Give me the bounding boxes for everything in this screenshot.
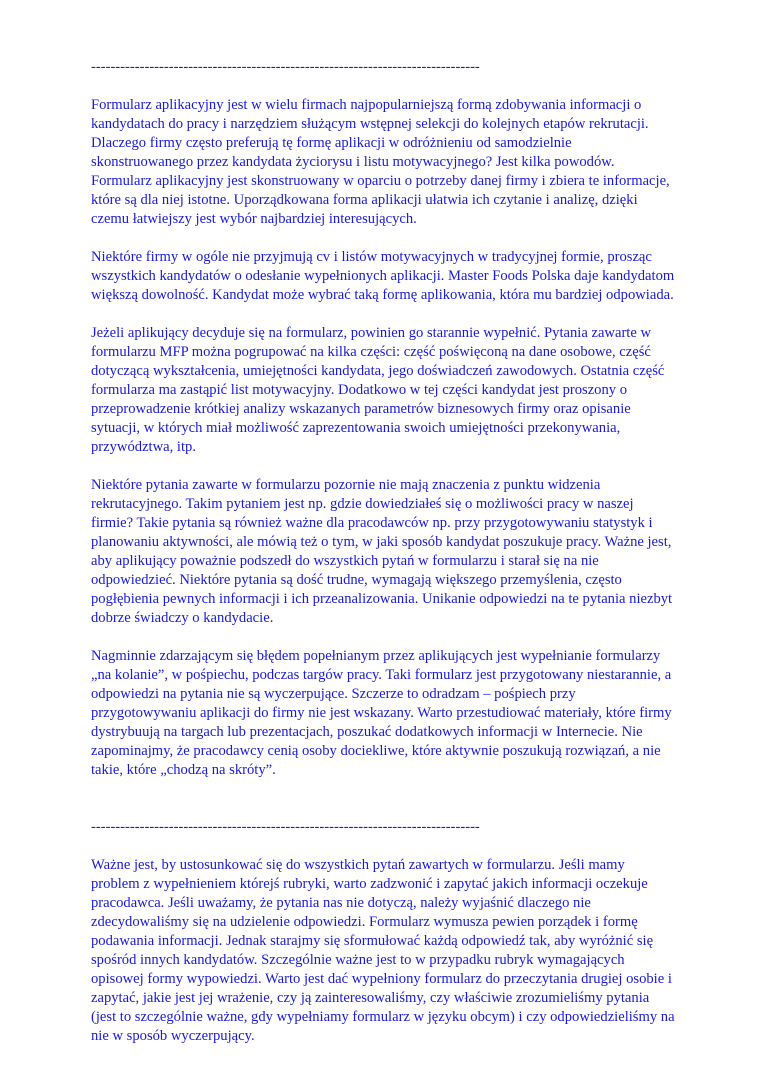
divider-top: -------------------------------------------------------------------------------- xyxy=(91,59,480,75)
document-page xyxy=(91,58,675,1046)
paragraph-6: Ważne jest, by ustosunkować się do wszystkich pytań zawartych w formularzu. Jeśli mamy problem z wypełnieniem którejś rubryki, warto zadzwonić i zapytać jakich informacji oczekuje pracodawca. Jeśli uważamy, że pytania nas nie dotyczą, należy wyjaśnić dlaczego nie zdecydowaliśmy się na udzielenie odpowiedzi. Formularz wymusza pewien porządek i formę podawania informacji. Jednak starajmy się sformułować każdą odpowiedź tak, aby wyróżnić się spośród innych kandydatów. Szczególnie ważne jest to w przypadku rubryk wymagających opisowej formy wypowiedzi. Warto jest dać wypełniony formularz do przeczytania drugiej osobie i zapytać, jakie jest jej wrażenie, czy ją zainteresowaliśmy, czy właściwie zrozumieliśmy pytania (jest to szczególnie ważne, gdy wypełniamy formularz w języku obcym) i czy odpowiedzieliśmy na nie w sposób wyczerpujący. xyxy=(91,857,675,1044)
paragraph-5: Nagminnie zdarzającym się błędem popełnianym przez aplikujących jest wypełnianie formularzy „na kolanie”, w pośpiechu, podczas targów pracy. Taki formularz jest przygotowany niestarannie, a odpowiedzi na pytania nie są wyczerpujące. Szczerze to odradzam – pośpiech przy przygotowywaniu aplikacji do firmy nie jest wskazany. Warto przestudiować materiały, które firmy dystrybuują na targach lub prezentacjach, poszukać dodatkowych informacji w Internecie. Nie zapominajmy, że pracodawcy cenią osoby dociekliwe, które aktywnie poszukują rozwiązań, a nie takie, które „chodzą na skróty”. xyxy=(91,648,672,778)
divider-middle: -------------------------------------------------------------------------------- xyxy=(91,819,480,835)
paragraph-2: Niektóre firmy w ogóle nie przyjmują cv i listów motywacyjnych w tradycyjnej formie, prosząc wszystkich kandydatów o odesłanie wypełnionych aplikacji. Master Foods Polska daje kandydatom większą dowolność. Kandydat może wybrać taką formę aplikowania, która mu bardziej odpowiada. xyxy=(91,249,675,303)
paragraph-1: Formularz aplikacyjny jest w wielu firmach najpopularniejszą formą zdobywania informacji o kandydatach do pracy i narzędziem służącym wstępnej selekcji do kolejnych etapów rekrutacji. Dlaczego firmy często preferują tę formę aplikacji w odróżnieniu od samodzielnie skonstruowanego przez kandydata życiorysu i listu motywacyjnego? Jest kilka powodów. Formularz aplikacyjny jest skonstruowany w oparciu o potrzeby danej firmy i zbiera te informacje, które są dla niej istotne. Uporządkowana forma aplikacji ułatwia ich czytanie i analizę, dzięki czemu łatwiejszy jest wybór najbardziej interesujących. xyxy=(91,97,670,227)
paragraph-3: Jeżeli aplikujący decyduje się na formularz, powinien go starannie wypełnić. Pytania zawarte w formularzu MFP można pogrupować na kilka części: część poświęconą na dane osobowe, część dotyczącą wykształcenia, umiejętności kandydata, jego doświadczeń zawodowych. Ostatnia część formularza ma zastąpić list motywacyjny. Dodatkowo w tej części kandydat jest proszony o przeprowadzenie krótkiej analizy wskazanych parametrów biznesowych firmy oraz opisanie sytuacji, w których miał możliwość zaprezentowania swoich umiejętności przekonywania, przywództwa, itp. xyxy=(91,325,665,455)
paragraph-4: Niektóre pytania zawarte w formularzu pozornie nie mają znaczenia z punktu widzenia rekrutacyjnego. Takim pytaniem jest np. gdzie dowiedziałeś się o możliwości pracy w naszej firmie? Takie pytania są również ważne dla pracodawców np. przy przygotowywaniu statystyk i planowaniu aktywności, ale mówią też o tym, w jaki sposób kandydat poszukuje pracy. Ważne jest, aby aplikujący poważnie podszedł do wszystkich pytań w formularzu i starał się na nie odpowiedzieć. Niektóre pytania są dość trudne, wymagają większego przemyślenia, często pogłębienia pewnych informacji i ich przeanalizowania. Unikanie odpowiedzi na te pytania niezbyt dobrze świadczy o kandydacie. xyxy=(91,477,673,626)
